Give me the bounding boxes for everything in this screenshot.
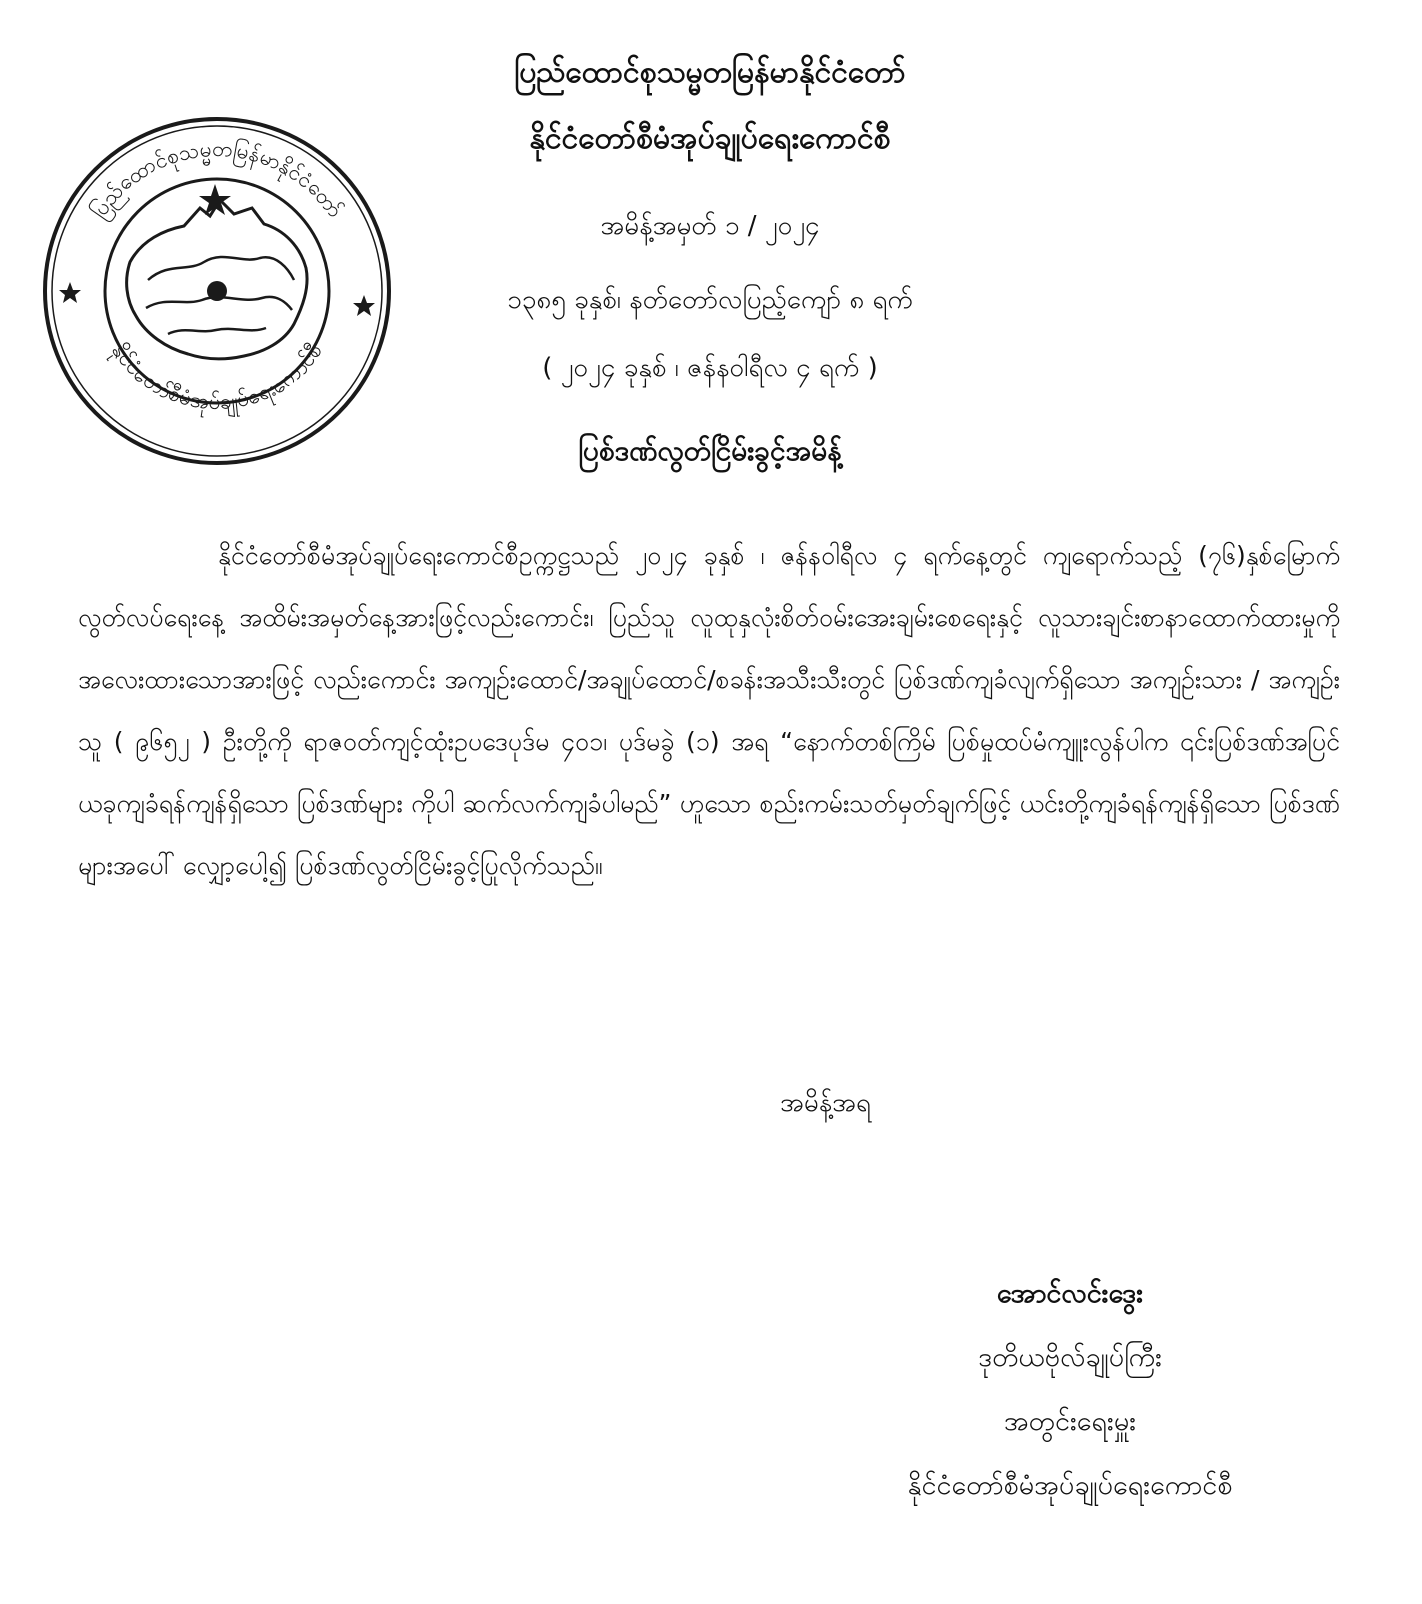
state-seal-icon xyxy=(38,112,396,470)
order-body-paragraph: နိုင်ငံတော်စီမံအုပ်ချုပ်ရေးကောင်စီဥက္ကဋ္ဌသည် ၂၀၂၄ ခုနှစ် ၊ ဇန်နဝါရီလ ၄ ရက်နေ့တွင် ကျရောက်သည့် (၇၆)နှစ်မြောက်လွတ်လပ်ရေးနေ့ အထိမ်းအမှတ်နေ့အားဖြင့်လည်းကောင်း၊ ပြည်သူ လူထုနှလုံးစိတ်ဝမ်းအေးချမ်းစေရေးနှင့် လူသားချင်းစာနာထောက်ထားမှုကို အလေးထားသောအားဖြင့် လည်းကောင်း အကျဉ်းထောင်/အချုပ်ထောင်/စခန်းအသီးသီးတွင် ပြစ်ဒဏ်ကျခံလျက်ရှိသော အကျဉ်းသား / အကျဉ်းသူ ( ၉၆၅၂ ) ဦးတို့ကို ရာဇဝတ်ကျင့်ထုံးဥပဒေပုဒ်မ ၄၀၁၊ ပုဒ်မခွဲ (၁) အရ “နောက်တစ်ကြိမ် ပြစ်မှုထပ်မံကျူးလွန်ပါက ၎င်းပြစ်ဒဏ်အပြင် ယခုကျခံရန်ကျန်ရှိသော ပြစ်ဒဏ်များ ကိုပါ ဆက်လက်ကျခံပါမည်” ဟူသော စည်းကမ်းသတ်မှတ်ချက်ဖြင့် ယင်းတို့ကျခံရန်ကျန်ရှိသော ပြစ်ဒဏ်များအပေါ် လျှော့ပေါ့၍ ပြစ်ဒဏ်လွတ်ငြိမ်းခွင့်ပြုလိုက်သည်။ xyxy=(78,541,1340,880)
signatory-name: အောင်လင်းဒွေး xyxy=(996,1278,1144,1309)
order-number: အမိန့်အမှတ် ၁ / ၂၀၂၄ xyxy=(600,211,820,241)
order-subject: ပြစ်ဒဏ်လွတ်ငြိမ်းခွင့်အမိန့် xyxy=(578,434,842,467)
svg-text:ပြည်ထောင်စုသမ္မတမြန်မာနိုင်ငံတ xyxy=(85,136,348,226)
signatory-title: အတွင်းရေးမှူး xyxy=(1003,1406,1137,1437)
issuer-title: နိုင်ငံတော်စီမံအုပ်ချုပ်ရေးကောင်စီ xyxy=(529,121,891,156)
signatory-organization: နိုင်ငံတော်စီမံအုပ်ချုပ်ရေးကောင်စီ xyxy=(907,1470,1233,1501)
signature-block xyxy=(830,1262,1310,1518)
date-gregorian: ( ၂၀၂၄ ခုနှစ် ၊ ဇန်နဝါရီလ ၄ ရက် ) xyxy=(542,353,878,383)
seal-top-text: ပြည်ထောင်စုသမ္မတမြန်မာနိုင်ငံတော် xyxy=(86,136,348,223)
closing-phrase: အမိန့်အရ xyxy=(780,1088,871,1118)
date-myanmar-calendar: ၁၃၈၅ ခုနှစ်၊ နတ်တော်လပြည့်ကျော် ၈ ရက် xyxy=(507,285,913,315)
signatory-rank: ဒုတိယဗိုလ်ချုပ်ကြီး xyxy=(978,1342,1162,1373)
seal-bottom-text: နိုင်ငံတော်စီမံအုပ်ချုပ်ရေးကောင်စီ xyxy=(107,339,327,415)
country-title: ပြည်ထောင်စုသမ္မတမြန်မာနိုင်ငံတော် xyxy=(514,55,906,90)
svg-text:နိုင်ငံတော်စီမံအုပ်ချုပ်ရေးကော xyxy=(103,339,327,421)
